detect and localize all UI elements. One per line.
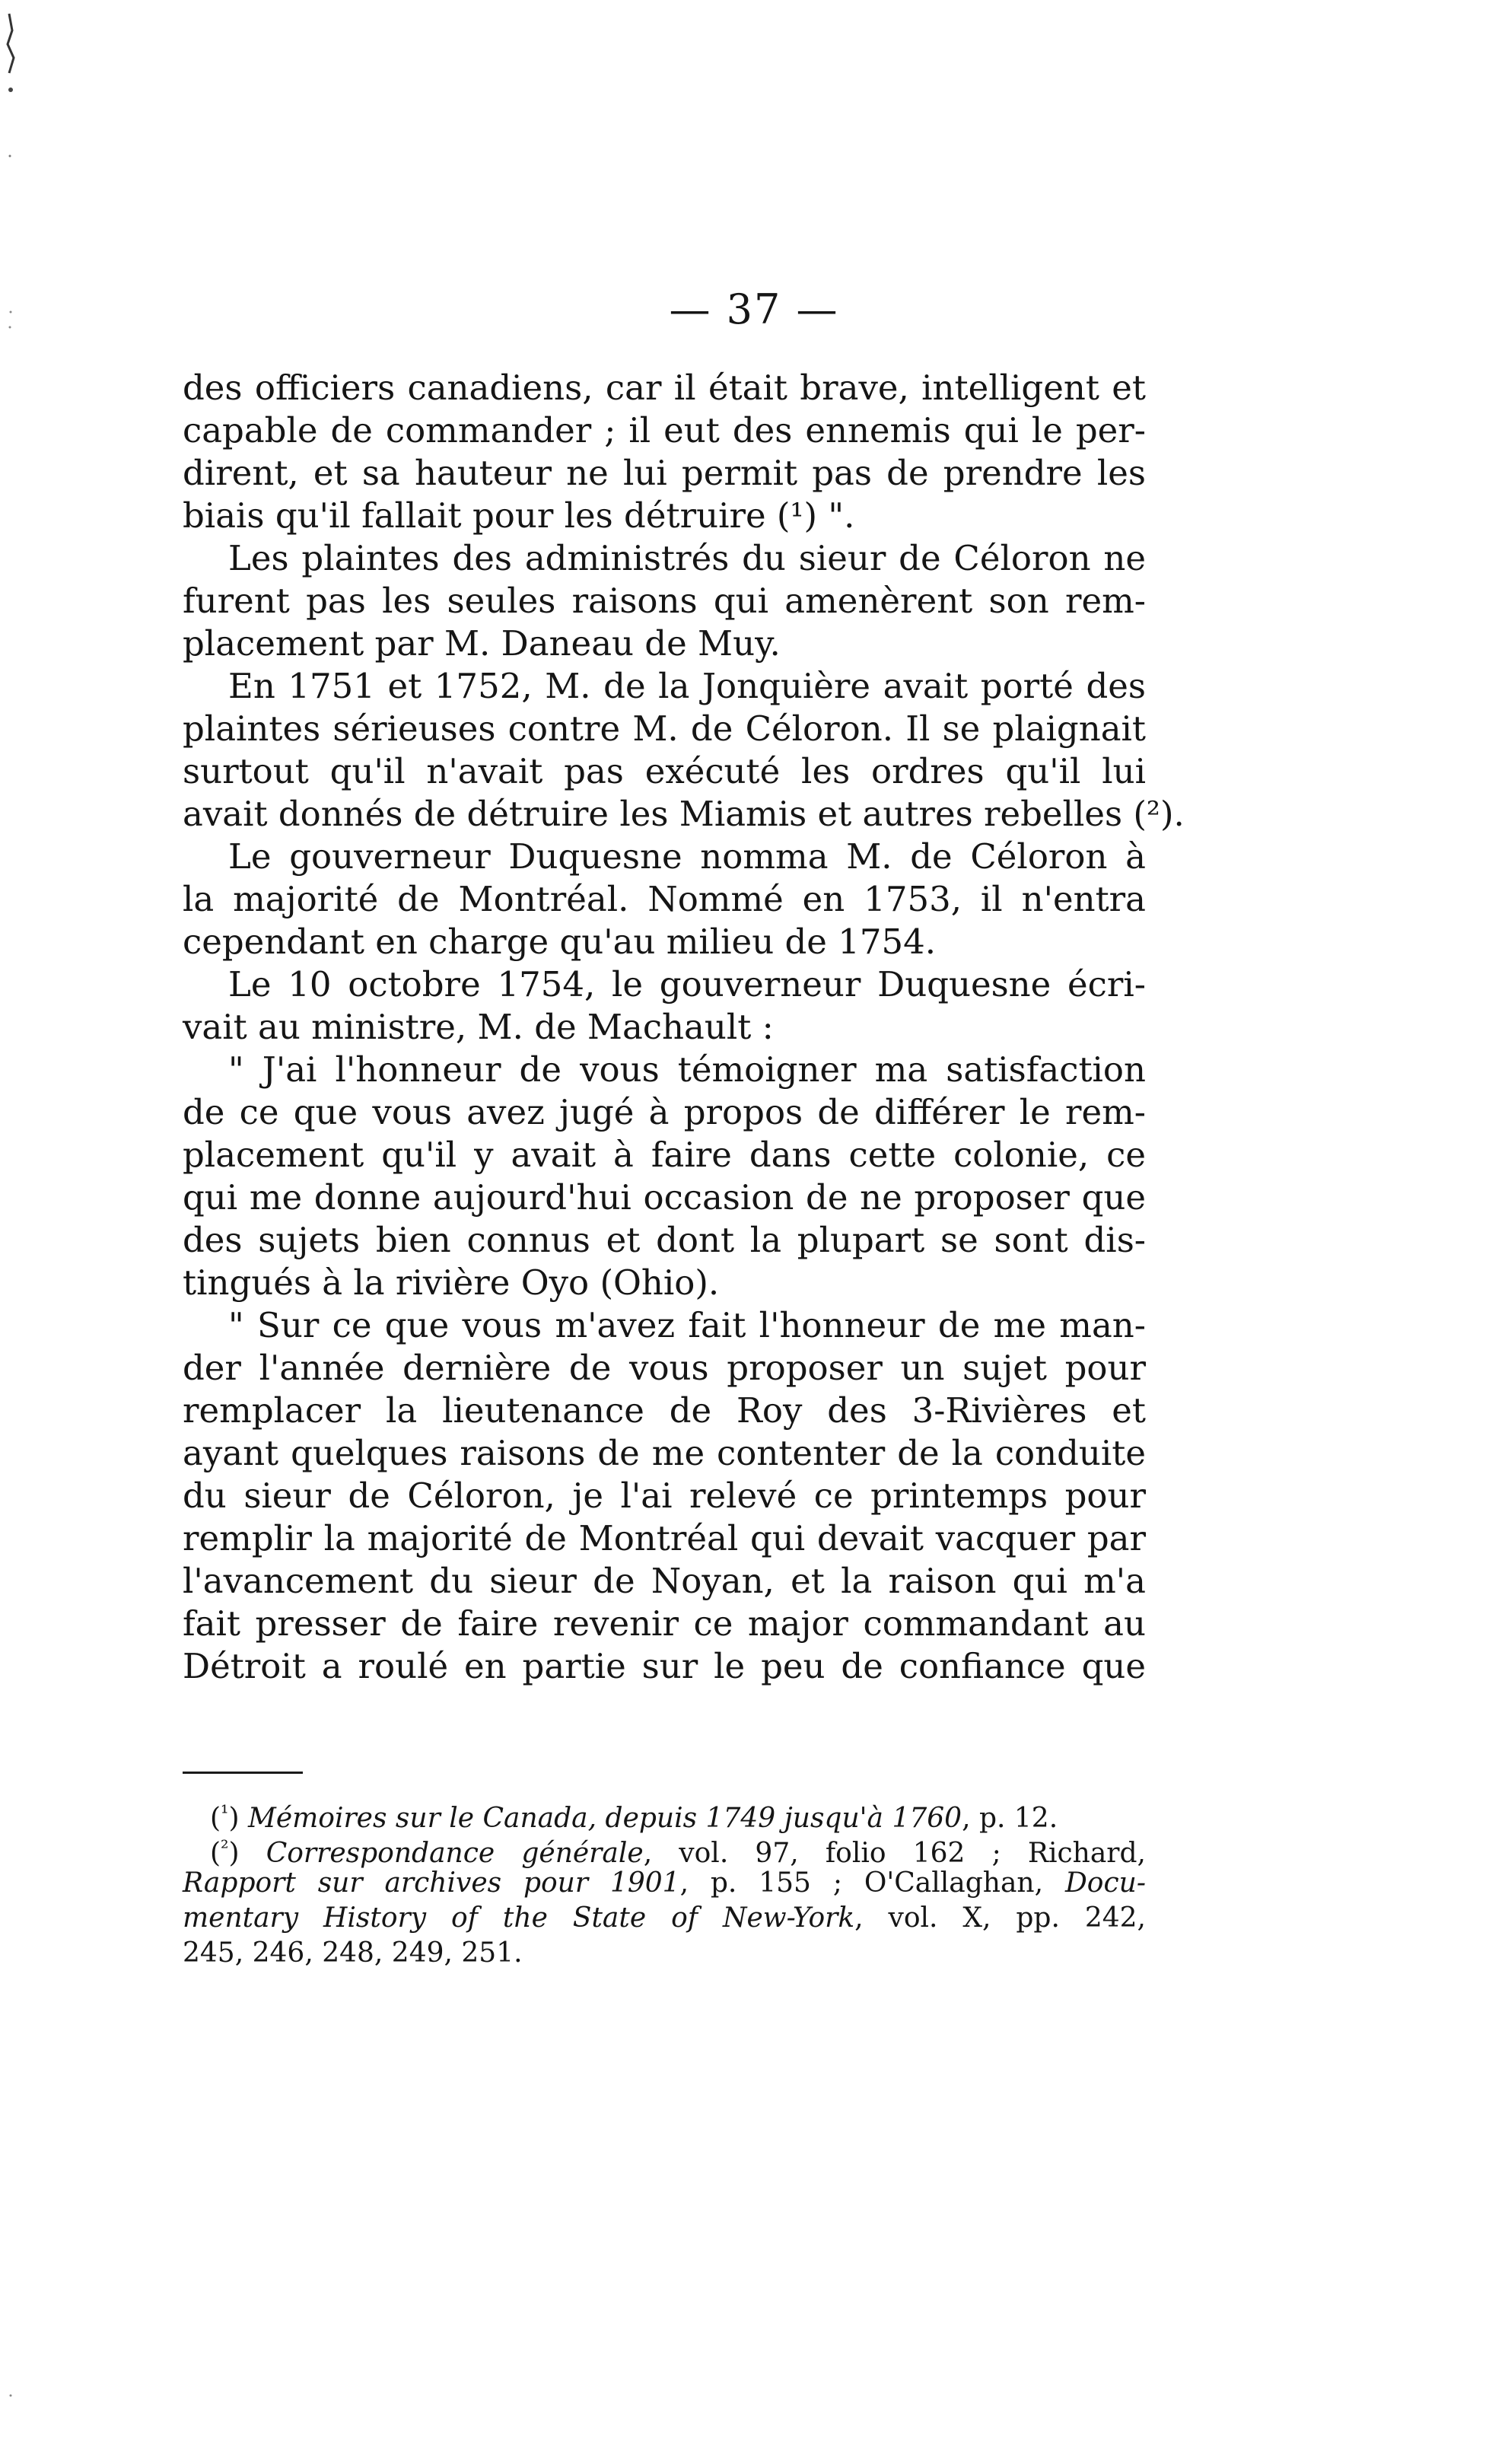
text-line: du sieur de Céloron, je l'ai relevé ce printemps pour bbox=[183, 1476, 1146, 1516]
page-number: — 37 — bbox=[669, 285, 839, 333]
text-line: surtout qu'il n'avait pas exécuté les ordres qu'il lui bbox=[183, 751, 1146, 791]
text-line: capable de commander ; il eut des ennemis qui le per- bbox=[183, 410, 1146, 450]
footnote-1: ($^{^1}$) Mémoires sur le Canada, depuis 1749 jusqu'à 1760, p. 12. bbox=[210, 1802, 1058, 1834]
footnote-text: , vol. X, pp. 242, bbox=[854, 1902, 1146, 1934]
footnote-text: , p. 12. bbox=[962, 1803, 1058, 1834]
text-line: ayant quelques raisons de me contenter de la conduite bbox=[183, 1433, 1146, 1473]
text-line: fait presser de faire revenir ce major commandant au bbox=[183, 1603, 1146, 1644]
footnote-title: Mémoires sur le Canada, depuis 1749 jusqu'à 1760 bbox=[247, 1803, 962, 1834]
footnote-rule bbox=[183, 1772, 303, 1774]
text-line: Les plaintes des administrés du sieur de Céloron ne bbox=[228, 538, 1146, 578]
footnotes bbox=[183, 1796, 1146, 1971]
text-line: En 1751 et 1752, M. de la Jonquière avait porté des bbox=[228, 666, 1146, 706]
footnote-mark: ¹ bbox=[221, 1802, 229, 1825]
margin-marks-graphic bbox=[0, 0, 30, 2461]
text-line: der l'année dernière de vous proposer un sujet pour bbox=[183, 1348, 1146, 1388]
text-line: cependant en charge qu'au milieu de 1754. bbox=[183, 922, 937, 962]
text-line: avait donnés de détruire les Miamis et autres rebelles (²). bbox=[183, 794, 1185, 834]
footnote-2: ($^{^2}$) Correspondance générale, vol. 97, folio 162 ; Richard, bbox=[210, 1837, 1146, 1869]
footnote-title: Rapport sur archives pour 1901 bbox=[183, 1867, 680, 1899]
footnote-mark: ² bbox=[221, 1837, 229, 1860]
text-line: l'avancement du sieur de Noyan, et la raison qui m'a bbox=[183, 1561, 1146, 1601]
text-line: " J'ai l'honneur de vous témoigner ma satisfaction bbox=[228, 1049, 1146, 1090]
text-line: la majorité de Montréal. Nommé en 1753, il n'entra bbox=[183, 879, 1146, 919]
text-line: biais qu'il fallait pour les détruire (¹) ". bbox=[183, 495, 855, 536]
footnote-title: Correspondance générale bbox=[266, 1838, 644, 1869]
body-text bbox=[183, 367, 1185, 1688]
text-line: Détroit a roulé en partie sur le peu de confiance que bbox=[183, 1646, 1146, 1686]
footnote-text: , p. 155 ; O'Callaghan, bbox=[679, 1867, 1065, 1899]
footnote-title: Docu- bbox=[1064, 1867, 1146, 1899]
footnote-2-line-3 bbox=[183, 1901, 1146, 1936]
text-line: dirent, et sa hauteur ne lui permit pas de prendre les bbox=[183, 453, 1146, 493]
text-line: Le 10 octobre 1754, le gouverneur Duquesne écri- bbox=[228, 964, 1146, 1004]
text-line: " Sur ce que vous m'avez fait l'honneur de me man- bbox=[228, 1305, 1146, 1345]
text-line: remplir la majorité de Montréal qui devait vacquer par bbox=[183, 1518, 1146, 1558]
text-line: remplacer la lieutenance de Roy des 3-Rivières et bbox=[183, 1390, 1146, 1431]
text-line: Le gouverneur Duquesne nomma M. de Céloron à bbox=[228, 836, 1146, 877]
footnote-title: mentary History of the State of New-York bbox=[183, 1902, 855, 1934]
text-line: des officiers canadiens, car il était brave, intelligent et bbox=[183, 368, 1146, 408]
text-line: placement par M. Daneau de Muy. bbox=[183, 623, 781, 664]
footnote-text: , vol. 97, folio 162 ; Richard, bbox=[643, 1838, 1146, 1869]
text-line: tingués à la rivière Oyo (Ohio). bbox=[183, 1262, 720, 1303]
footnote-2-line-2 bbox=[183, 1866, 1146, 1901]
text-line: de ce que vous avez jugé à propos de différer le rem- bbox=[183, 1092, 1146, 1132]
margin-marks bbox=[0, 0, 30, 2461]
text-line: placement qu'il y avait à faire dans cette colonie, ce bbox=[183, 1135, 1146, 1175]
text-line: vait au ministre, M. de Machault : bbox=[183, 1007, 774, 1047]
footnote-2-line-4: 245, 246, 248, 249, 251. bbox=[183, 1937, 523, 1969]
text-line: plaintes sérieuses contre M. de Céloron. Il se plaignait bbox=[183, 708, 1146, 749]
text-line: furent pas les seules raisons qui amenèrent son rem- bbox=[183, 581, 1146, 621]
text-line: qui me donne aujourd'hui occasion de ne proposer que bbox=[183, 1177, 1146, 1218]
text-line: des sujets bien connus et dont la plupart se sont dis- bbox=[183, 1220, 1146, 1260]
